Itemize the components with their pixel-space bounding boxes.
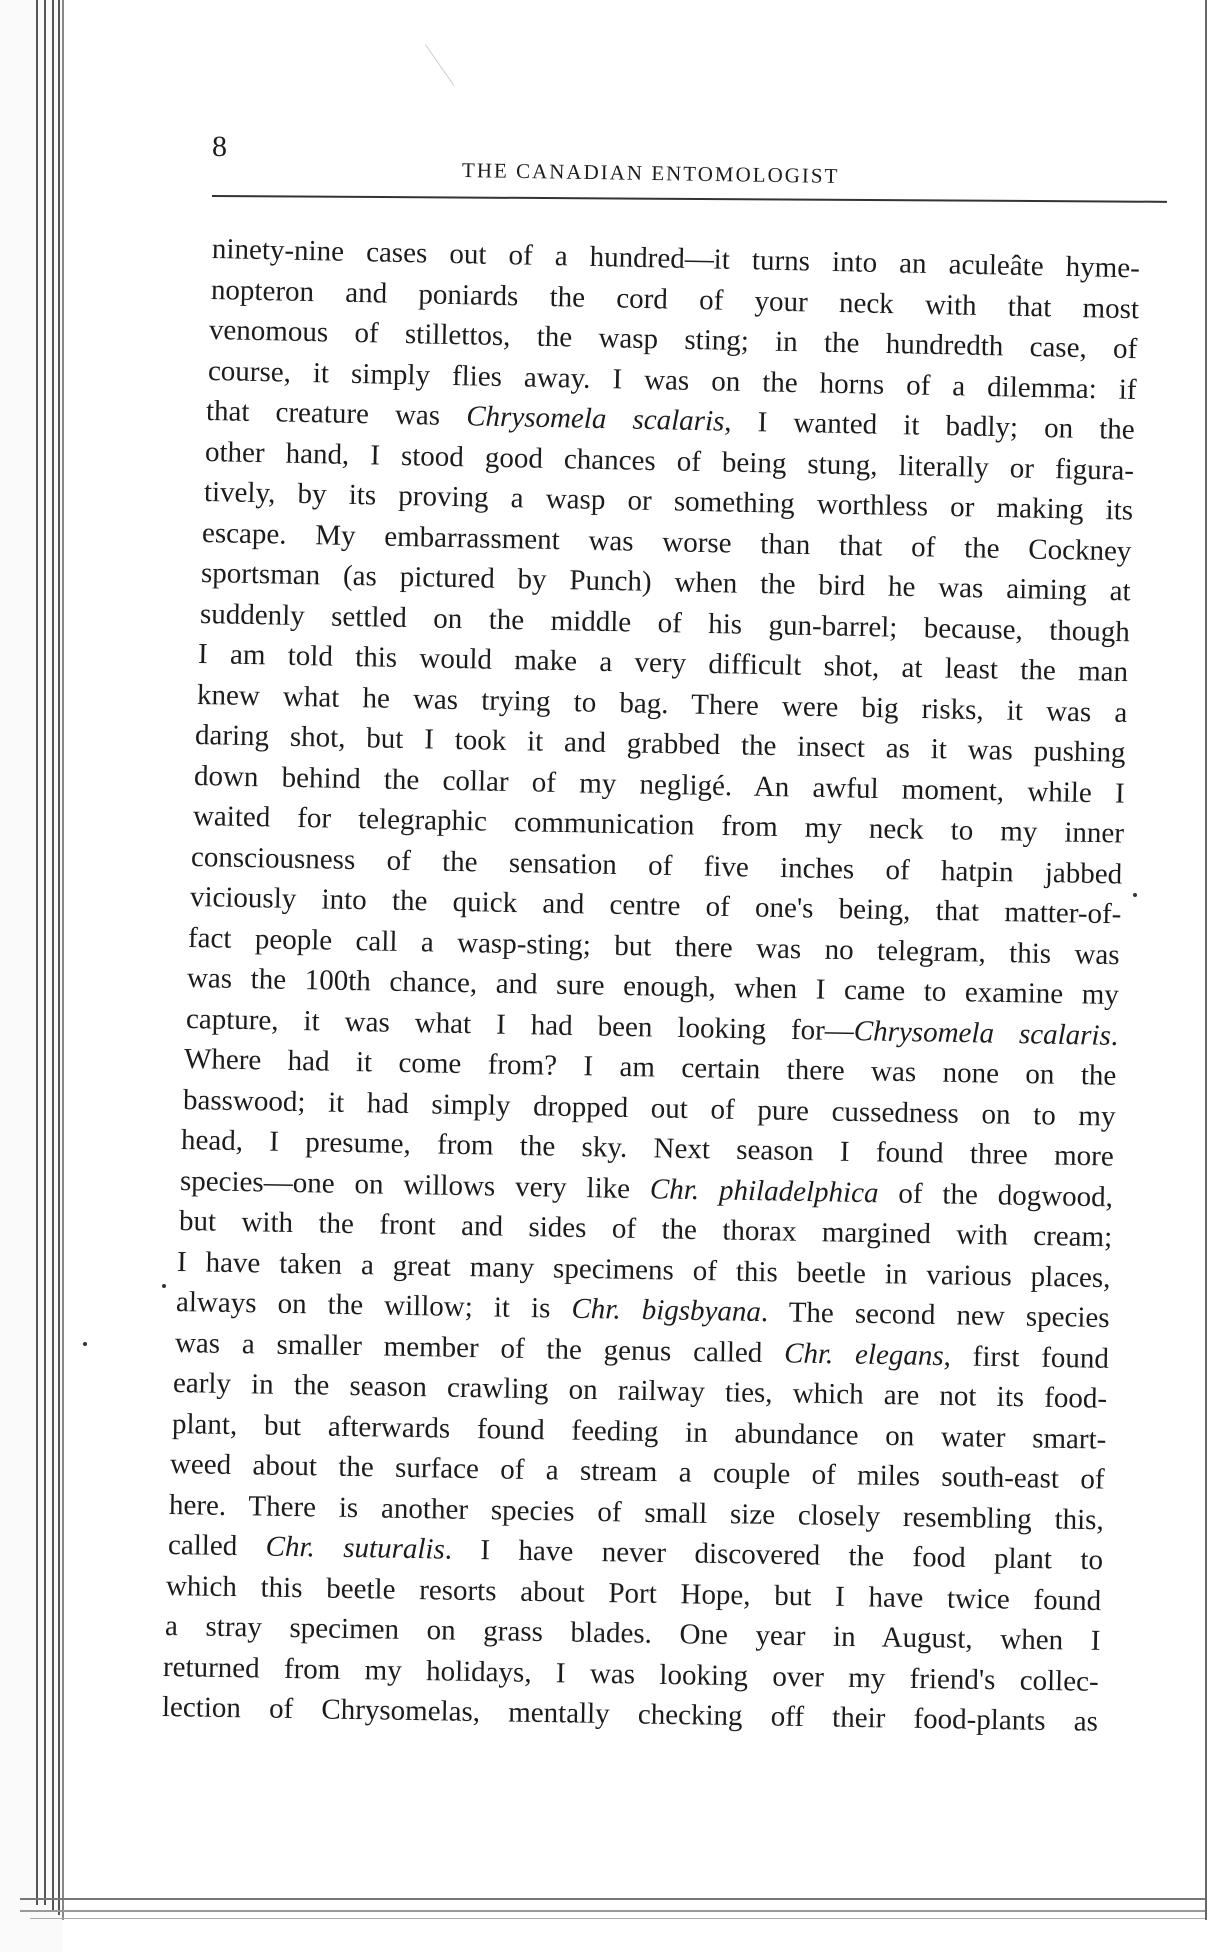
text-line: down behind the collar of my negligé. An awful moment, while I — [193, 759, 1125, 810]
text-line: but with the front and sides of the thorax margined with cream; — [178, 1205, 1113, 1254]
text-line: escape. My embarrassment was worse than that of the Cockney — [201, 516, 1132, 568]
text-line: consciousness of the sensation of five inches of hatpin jabbed — [190, 840, 1123, 890]
text-line: Where had it come from? I am certain there was none on the — [183, 1043, 1117, 1092]
text-line: early in the season crawling on railway ties, which are not its food- — [172, 1367, 1108, 1415]
text-line: fact people call a wasp-sting; but there was no telegram, this was — [188, 921, 1121, 971]
text-line: ninety-nine cases out of a hundred—it turns into an aculeâte hyme- — [211, 233, 1141, 285]
text-line: daring shot, but I took it and grabbed the insect as it was pushing — [195, 719, 1127, 769]
stray-mark — [1133, 893, 1137, 897]
text-line: was the 100th chance, and sure enough, when I came to examine my — [186, 962, 1120, 1012]
page-number: 8 — [212, 130, 227, 163]
text-line: returned from my holidays, I was looking over my friend's collec- — [163, 1650, 1100, 1698]
text-line: head, I presume, from the sky. Next season I found three more — [181, 1124, 1115, 1173]
text-line: capture, it was what I had been looking for—Chrysomela scalaris. — [185, 1002, 1118, 1052]
text-line: that creature was Chrysomela scalaris, I wanted it badly; on the — [206, 395, 1136, 446]
text-line: other hand, I stood good chances of being stung, literally or figura- — [204, 435, 1135, 487]
text-line: species—one on willows very like Chr. philadelphica of the dogwood, — [179, 1164, 1114, 1213]
text-line: weed about the surface of a stream a couple of miles south-east of — [170, 1448, 1106, 1496]
text-line: I have taken a great many specimens of this beetle in various places, — [176, 1245, 1111, 1294]
text-line: always on the willow; it is Chr. bigsbyana. The second new species — [175, 1286, 1110, 1335]
text-line: I am told this would make a very difficult shot, at least the man — [197, 638, 1129, 689]
running-title: THE CANADIAN ENTOMOLOGIST — [461, 158, 840, 188]
text-line: waited for telegraphic communication from my neck to my inner — [192, 800, 1124, 850]
text-line: venomous of stillettos, the wasp sting; in the hundredth case, of — [208, 314, 1138, 366]
text-line: which this beetle resorts about Port Hope, but I have twice found — [165, 1569, 1102, 1617]
text-line: tively, by its proving a wasp or something worthless or making its — [203, 476, 1134, 527]
text-line: a stray specimen on grass blades. One year in August, when I — [164, 1610, 1101, 1657]
stray-mark — [83, 1342, 87, 1346]
text-line: was a smaller member of the genus called Chr. elegans, first found — [174, 1326, 1109, 1375]
text-line: course, it simply flies away. I was on the horns of a dilemma: if — [207, 354, 1137, 406]
text-line: called Chr. suturalis. I have never discovered the food plant to — [167, 1529, 1103, 1577]
stray-mark — [162, 1284, 166, 1288]
text-line: viciously into the quick and centre of one's being, that matter-of- — [189, 881, 1122, 931]
text-line: sportsman (as pictured by Punch) when the bird he was aiming at — [200, 557, 1131, 608]
text-line: nopteron and poniards the cord of your neck with that most — [210, 273, 1139, 325]
text-line: knew what he was trying to bag. There were big risks, it was a — [196, 678, 1128, 729]
text-line: basswood; it had simply dropped out of pure cussedness on to my — [182, 1083, 1116, 1133]
text-line: here. There is another species of small size closely resembling this, — [168, 1488, 1104, 1536]
text-line: lection of Chrysomelas, mentally checking off their food-plants as — [161, 1691, 1099, 1738]
text-line: plant, but afterwards found feeding in abundance on water smart- — [171, 1407, 1107, 1456]
text-line: suddenly settled on the middle of his gun-barrel; because, though — [199, 597, 1130, 648]
